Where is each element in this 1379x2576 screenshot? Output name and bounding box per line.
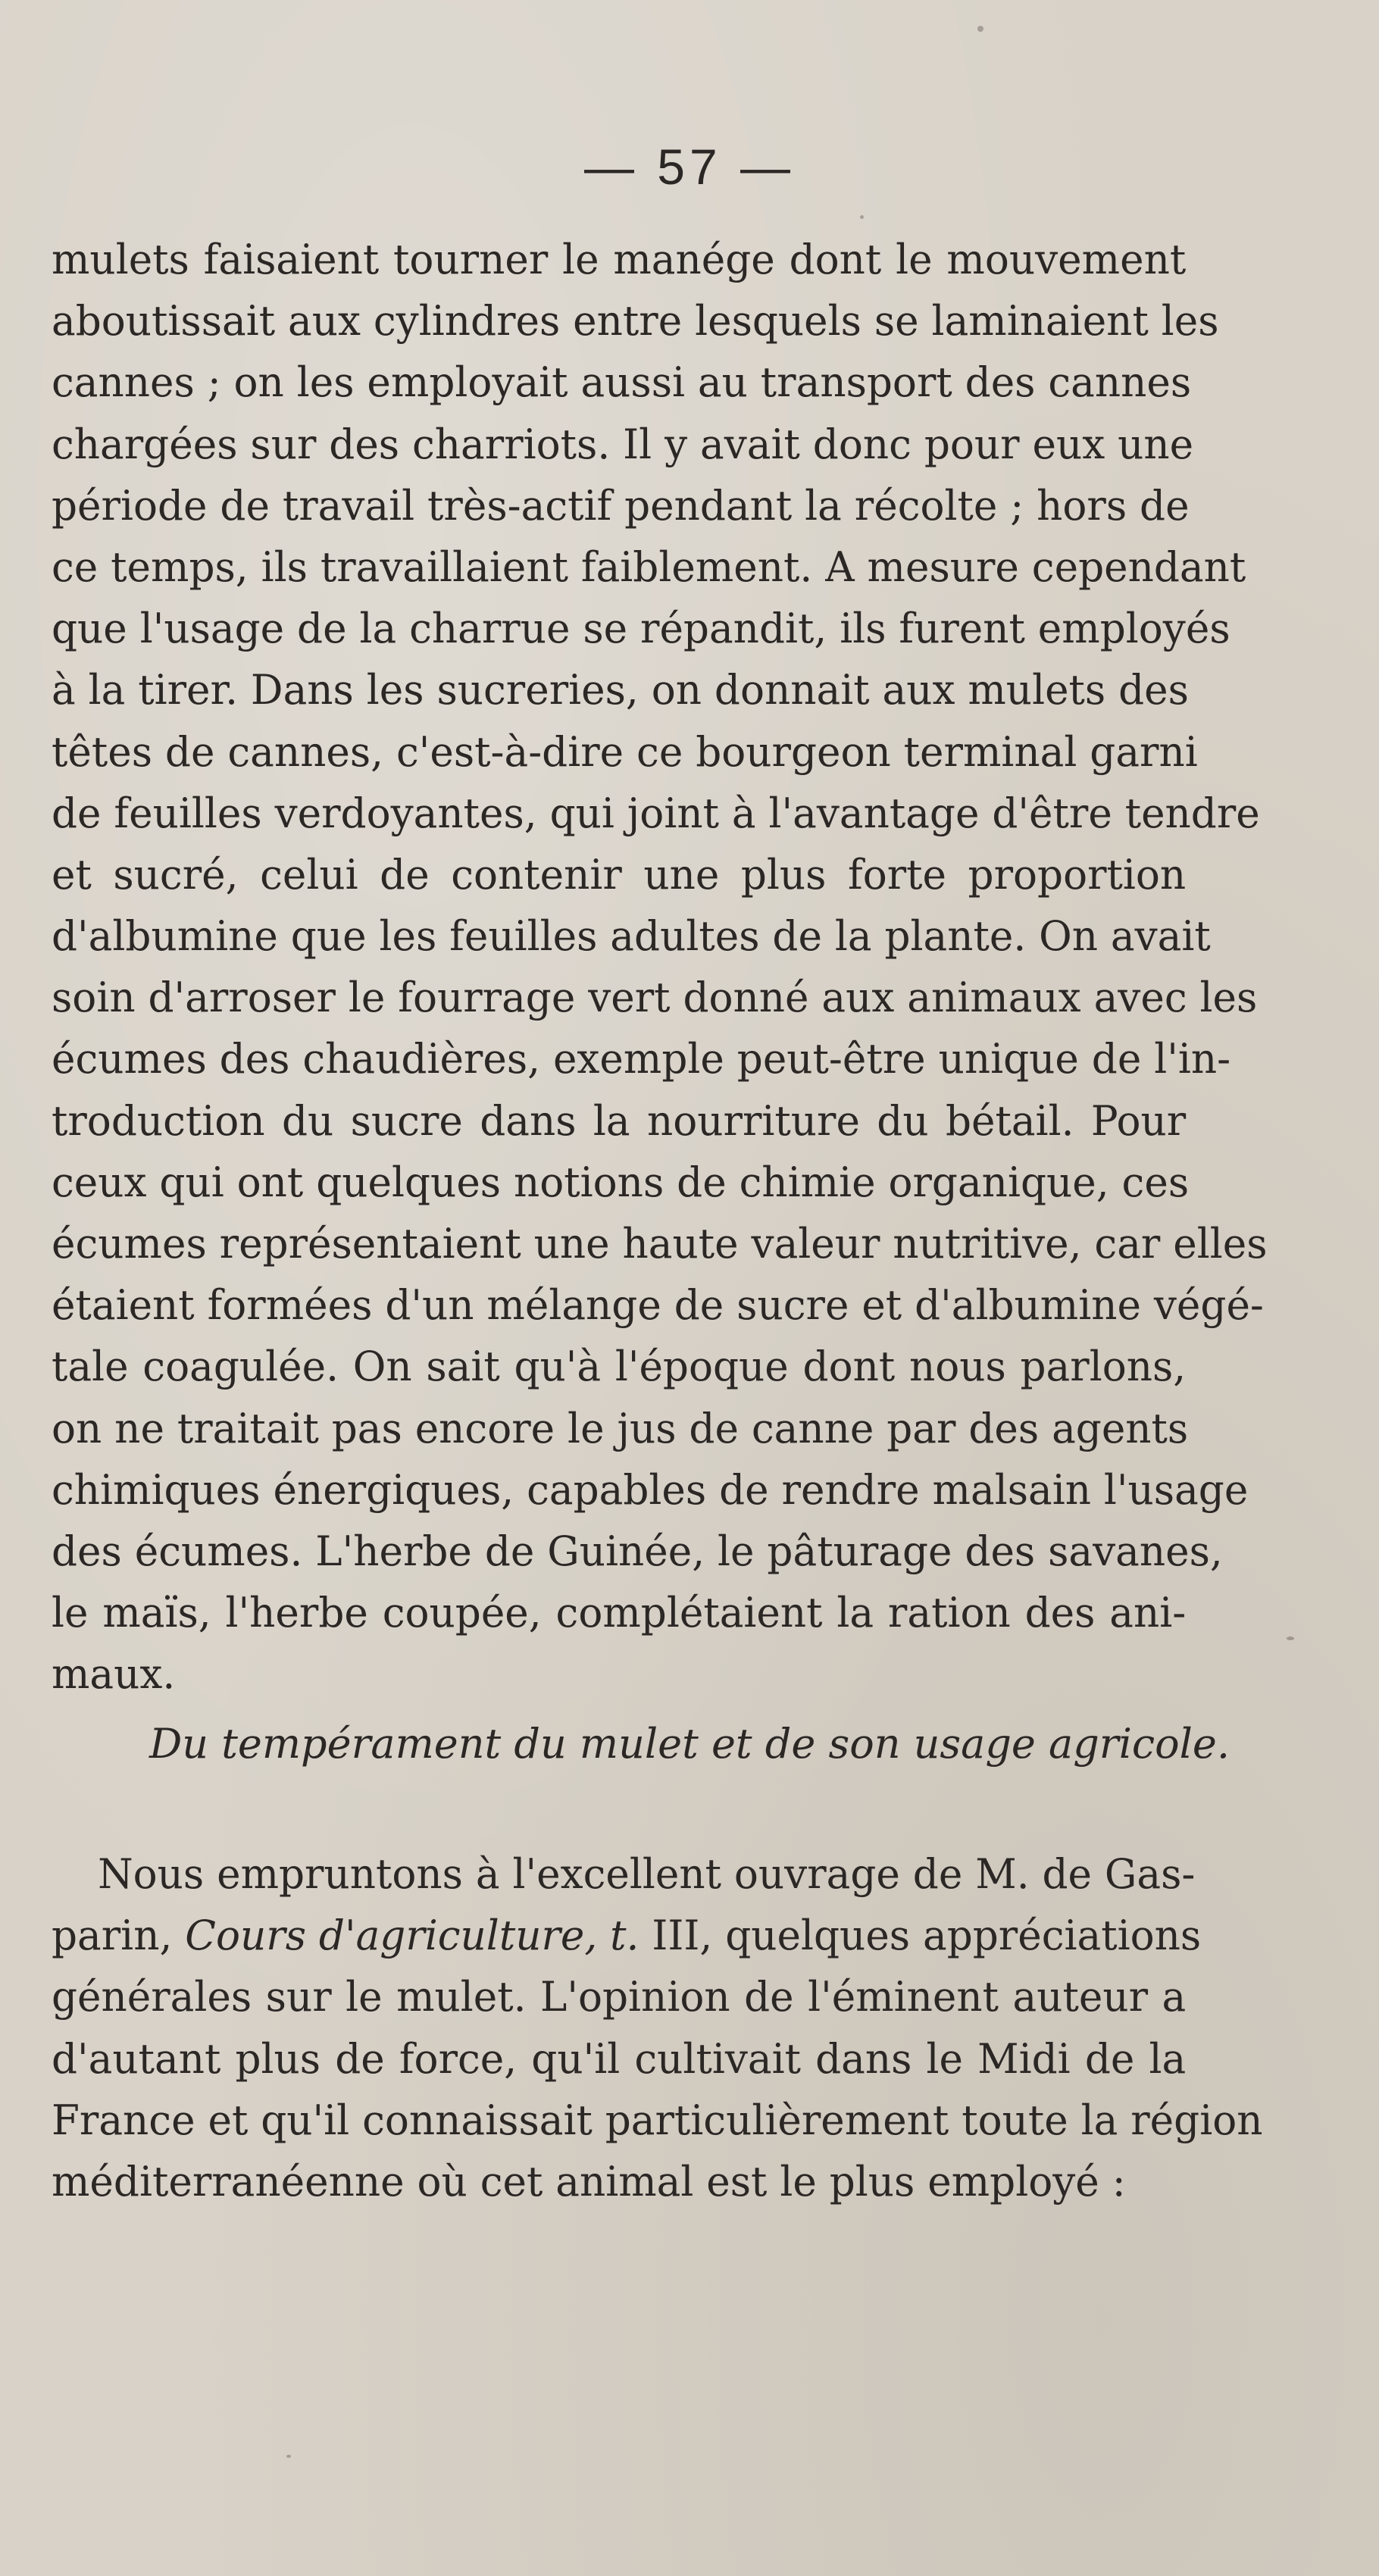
text-line: Nous empruntons à l'excellent ouvrage de M. de Gas-	[98, 1850, 1196, 1898]
paper-speck	[977, 26, 983, 32]
book-title-citation: Cours d'agriculture, t.	[185, 1912, 639, 1960]
text-line: ceux qui ont quelques notions de chimie organique, ces	[52, 1158, 1190, 1206]
text-line-with-citation	[52, 1905, 1202, 1966]
paper-speck	[286, 2455, 291, 2458]
text-line: France et qu'il connaissait particulièrement toute la région	[52, 2096, 1263, 2144]
text-line: chimiques énergiques, capables de rendre malsain l'usage	[52, 1465, 1249, 1514]
text-line: mulets faisaient tourner le manége dont le mouvement	[52, 236, 1187, 283]
text-line: écumes représentaient une haute valeur nutritive, car elles	[52, 1220, 1268, 1268]
text-line: à la tirer. Dans les sucreries, on donnait aux mulets des	[52, 666, 1189, 714]
text-line: on ne traitait pas encore le jus de canne par des agents	[52, 1404, 1189, 1452]
text-line: d'autant plus de force, qu'il cultivait dans le Midi de la	[52, 2034, 1187, 2083]
text-fragment: III, quelques appréciations	[639, 1912, 1202, 1960]
paragraph-gasparin-quote-intro	[52, 1843, 1263, 2212]
text-line: d'albumine que les feuilles adultes de la plante. On avait	[52, 912, 1211, 961]
text-line: soin d'arroser le fourrage vert donné aux animaux avec les	[52, 974, 1258, 1022]
text-line: tale coagulée. On sait qu'à l'époque dont nous parlons,	[52, 1343, 1187, 1391]
section-heading: Du tempérament du mulet et de son usage agricole.	[149, 1720, 1230, 1768]
text-line: chargées sur des charriots. Il y avait donc pour eux une	[52, 420, 1194, 468]
text-line: le maïs, l'herbe coupée, complétaient la ration des ani-	[52, 1589, 1187, 1637]
paper-speck	[860, 215, 864, 219]
paper-speck	[1287, 1637, 1294, 1640]
text-line: écumes des chaudières, exemple peut-être unique de l'in-	[52, 1035, 1231, 1083]
page-number: — 57 —	[583, 139, 796, 195]
text-line: aboutissait aux cylindres entre lesquels se laminaient les	[52, 297, 1219, 345]
text-fragment: parin,	[52, 1912, 186, 1960]
text-line: générales sur le mulet. L'opinion de l'éminent auteur a	[52, 1973, 1187, 2021]
text-line: période de travail très-actif pendant la récolte ; hors de	[52, 481, 1190, 530]
paragraph-mules-sugar	[52, 229, 1268, 1705]
text-line: étaient formées d'un mélange de sucre et d'albumine végé-	[52, 1281, 1264, 1330]
text-line: et sucré, celui de contenir une plus forte proportion	[52, 850, 1187, 899]
text-line: des écumes. L'herbe de Guinée, le pâturage des savanes,	[52, 1527, 1223, 1575]
text-line: méditerranéenne où cet animal est le plus employé :	[52, 2157, 1126, 2206]
text-line: de feuilles verdoyantes, qui joint à l'avantage d'être tendre	[52, 789, 1260, 837]
text-line: troduction du sucre dans la nourriture du bétail. Pour	[52, 1096, 1187, 1145]
text-line: têtes de cannes, c'est-à-dire ce bourgeon terminal garni	[52, 727, 1198, 776]
text-line: cannes ; on les employait aussi au transport des cannes	[52, 358, 1192, 407]
text-line: maux.	[52, 1650, 176, 1699]
text-line: que l'usage de la charrue se répandit, ils furent employés	[52, 605, 1230, 653]
text-line: ce temps, ils travaillaient faiblement. A mesure cependant	[52, 542, 1246, 591]
